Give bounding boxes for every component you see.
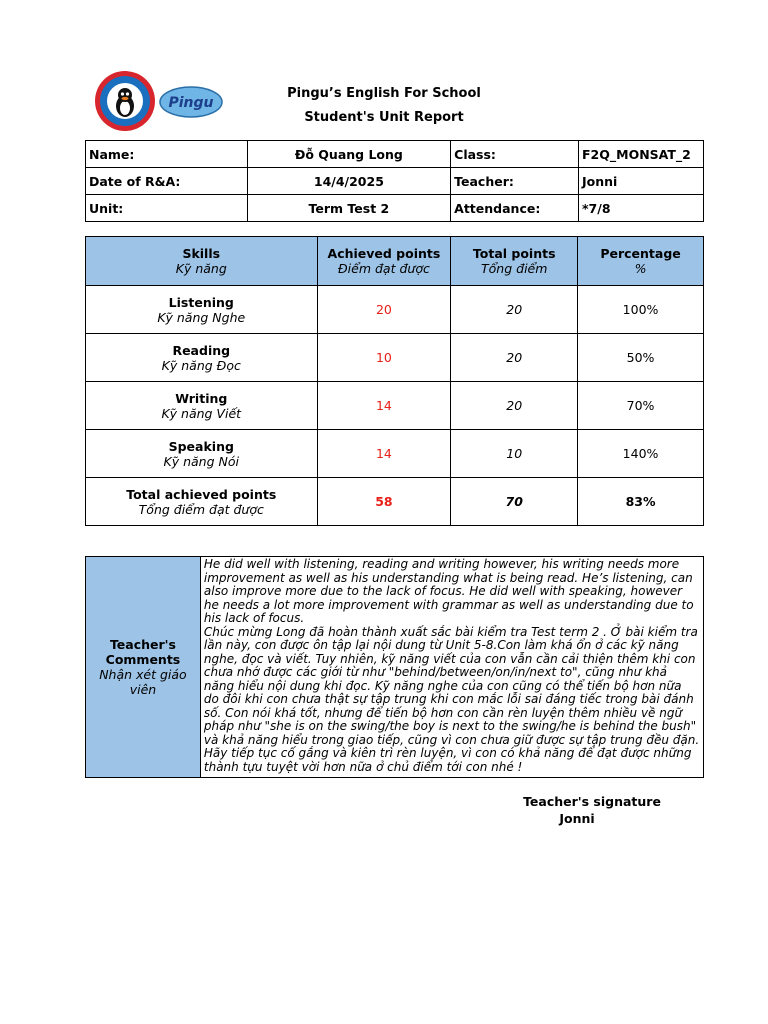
name-label: Name: [86,141,248,168]
skills-header-row [86,237,704,286]
skill-cell: Listening Kỹ năng Nghe [86,286,318,334]
info-row-name [86,141,704,168]
teacher-label: Teacher: [451,168,579,195]
comments-body [200,557,703,778]
total-cell: 20 [451,334,578,382]
teacher-value: Jonni [579,168,704,195]
report-title: Pingu’s English For School [287,86,481,101]
achieved-cell: 10 [317,334,451,382]
total-cell: 20 [451,382,578,430]
header-achieved: Achieved points Điểm đạt được [317,237,451,286]
total-achieved-cell: 58 [317,478,451,526]
table-row [86,382,704,430]
table-row [86,430,704,478]
class-value: F2Q_MONSAT_2 [579,141,704,168]
name-value: Đỗ Quang Long [247,141,451,168]
signature-title: Teacher's signature [523,794,661,809]
comment-english: He did well with listening, reading and writing however, his writing needs more improvement as well as his understanding what is being read. He’s listening, can also improve more due to the lack of focus. He did well with speaking, however he needs a lot more improvement with grammar as well as understanding due to his lack of focus. [203,557,694,625]
comments-header: Teacher's Comments Nhận xét giáo viên [86,557,201,778]
percentage-cell: 100% [578,286,704,334]
info-row-date [86,168,704,195]
skill-cell: Speaking Kỹ năng Nói [86,430,318,478]
percentage-cell: 50% [578,334,704,382]
info-row-unit [86,195,704,222]
achieved-cell: 14 [317,382,451,430]
total-total-cell: 70 [451,478,578,526]
header-total: Total points Tổng điểm [451,237,578,286]
report-subtitle: Student's Unit Report [304,110,464,125]
table-row [86,286,704,334]
date-label: Date of R&A: [86,168,248,195]
date-value: 14/4/2025 [247,168,451,195]
skill-cell: Reading Kỹ năng Đọc [86,334,318,382]
svg-text:Pingu: Pingu [168,95,214,111]
table-row [86,334,704,382]
total-row [86,478,704,526]
achieved-cell: 20 [317,286,451,334]
comment-vietnamese: Chúc mừng Long đã hoàn thành xuất sắc bài kiểm tra Test term 2 . Ở bài kiểm tra lần này, con được ôn tập lại nội dung từ Unit 5-8.Con làm khá ổn ở các kỹ năng nghe, đọc và viết. Tuy nhiên, kỹ năng viết của con vẫn cần cải thiện thêm khi con chưa nhớ được các giới từ như "behind/between/on/in/next to", cũng như khả năng hiểu nội dung khi đọc. Kỹ năng nghe của con cũng có thể tiến bộ hơn nữa do đôi khi con chưa thật sự tập trung khi con mắc lỗi sai đáng tiếc trong bài đánh số. Con nói khá tốt, nhưng để tiến bộ hơn con cần rèn luyện thêm nhiều về ngữ pháp như "she is on the swing/the boy is next to the swing/he is behind the bush" và khả năng hiểu trong giao tiếp, cũng vì con chưa giữ được sự tập trung đều đặn. Hãy tiếp tục cố gắng và kiên trì rèn luyện, vì con có khả năng để đạt được những thành tựu tuyệt vời hơn nữa ở chủ điểm tới con nhé ! [203,624,700,774]
unit-value: Term Test 2 [247,195,451,222]
total-cell: 10 [451,430,578,478]
attendance-label: Attendance: [451,195,579,222]
comments-table [85,556,704,778]
skills-table [85,236,704,526]
header-skills: Skills Kỹ năng [86,237,318,286]
percentage-cell: 70% [578,382,704,430]
student-info-table [85,140,704,222]
achieved-cell: 14 [317,430,451,478]
total-percentage-cell: 83% [578,478,704,526]
class-label: Class: [451,141,579,168]
total-label-cell: Total achieved points Tổng điểm đạt được [86,478,318,526]
unit-label: Unit: [86,195,248,222]
header-percentage: Percentage % [578,237,704,286]
signature-name: Jonni [559,811,595,826]
skill-cell: Writing Kỹ năng Viết [86,382,318,430]
attendance-value: *7/8 [579,195,704,222]
total-cell: 20 [451,286,578,334]
percentage-cell: 140% [578,430,704,478]
